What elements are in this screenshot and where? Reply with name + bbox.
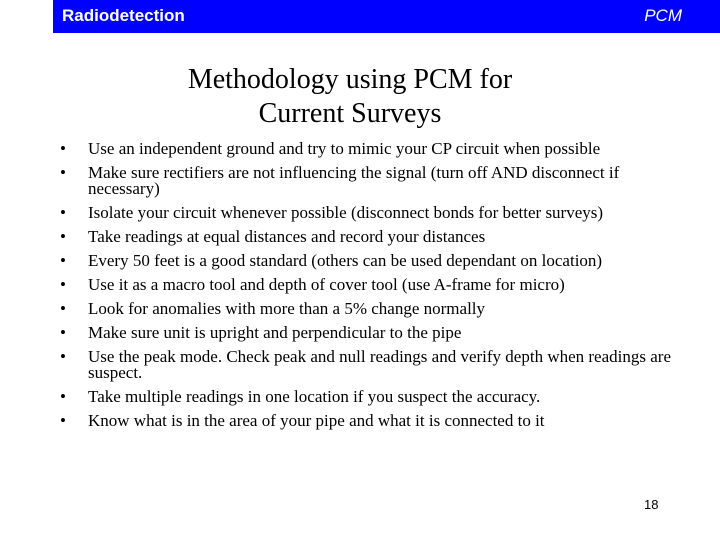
bullet-icon: •	[60, 163, 66, 182]
bullet-item	[60, 229, 680, 245]
bullet-item	[60, 413, 680, 429]
bullet-icon: •	[60, 275, 66, 294]
bullet-text: Make sure rectifiers are not influencing the signal (turn off AND disconnect if necessary)	[88, 163, 620, 198]
bullet-item	[60, 141, 680, 157]
bullet-text: Look for anomalies with more than a 5% change normally	[88, 299, 486, 318]
bullet-text: Know what is in the area of your pipe and what it is connected to it	[88, 411, 545, 430]
slide-title-line-1: Methodology using PCM for	[187, 64, 513, 95]
bullet-icon: •	[60, 227, 66, 246]
bullet-icon: •	[60, 347, 66, 366]
bullet-item	[60, 205, 680, 221]
bullet-item	[60, 349, 680, 381]
bullet-text: Use an independent ground and try to mimic your CP circuit when possible	[88, 139, 601, 158]
bullet-icon: •	[60, 139, 66, 158]
bullet-item	[60, 277, 680, 293]
bullet-text: Make sure unit is upright and perpendicular to the pipe	[88, 323, 462, 342]
bullet-text: Take multiple readings in one location if you suspect the accuracy.	[88, 387, 541, 406]
header-bar	[53, 0, 720, 33]
bullet-list	[60, 141, 680, 437]
header-product: PCM	[644, 6, 682, 25]
bullet-icon: •	[60, 203, 66, 222]
bullet-text: Use the peak mode. Check peak and null readings and verify depth when readings are suspect.	[88, 347, 671, 382]
bullet-item	[60, 389, 680, 405]
page-number: 18	[644, 497, 659, 512]
bullet-text: Isolate your circuit whenever possible (disconnect bonds for better surveys)	[88, 203, 604, 222]
bullet-text: Take readings at equal distances and record your distances	[88, 227, 486, 246]
bullet-text: Use it as a macro tool and depth of cover tool (use A-frame for micro)	[88, 275, 565, 294]
bullet-text: Every 50 feet is a good standard (others can be used dependant on location)	[88, 251, 603, 270]
bullet-item	[60, 325, 680, 341]
bullet-icon: •	[60, 323, 66, 342]
bullet-item	[60, 301, 680, 317]
bullet-item	[60, 253, 680, 269]
slide-title-line-2: Current Surveys	[258, 98, 442, 129]
bullet-icon: •	[60, 411, 66, 430]
bullet-icon: •	[60, 251, 66, 270]
bullet-item	[60, 165, 680, 197]
bullet-icon: •	[60, 387, 66, 406]
bullet-icon: •	[60, 299, 66, 318]
slide-title	[120, 63, 580, 131]
header-title: Radiodetection	[62, 6, 185, 25]
